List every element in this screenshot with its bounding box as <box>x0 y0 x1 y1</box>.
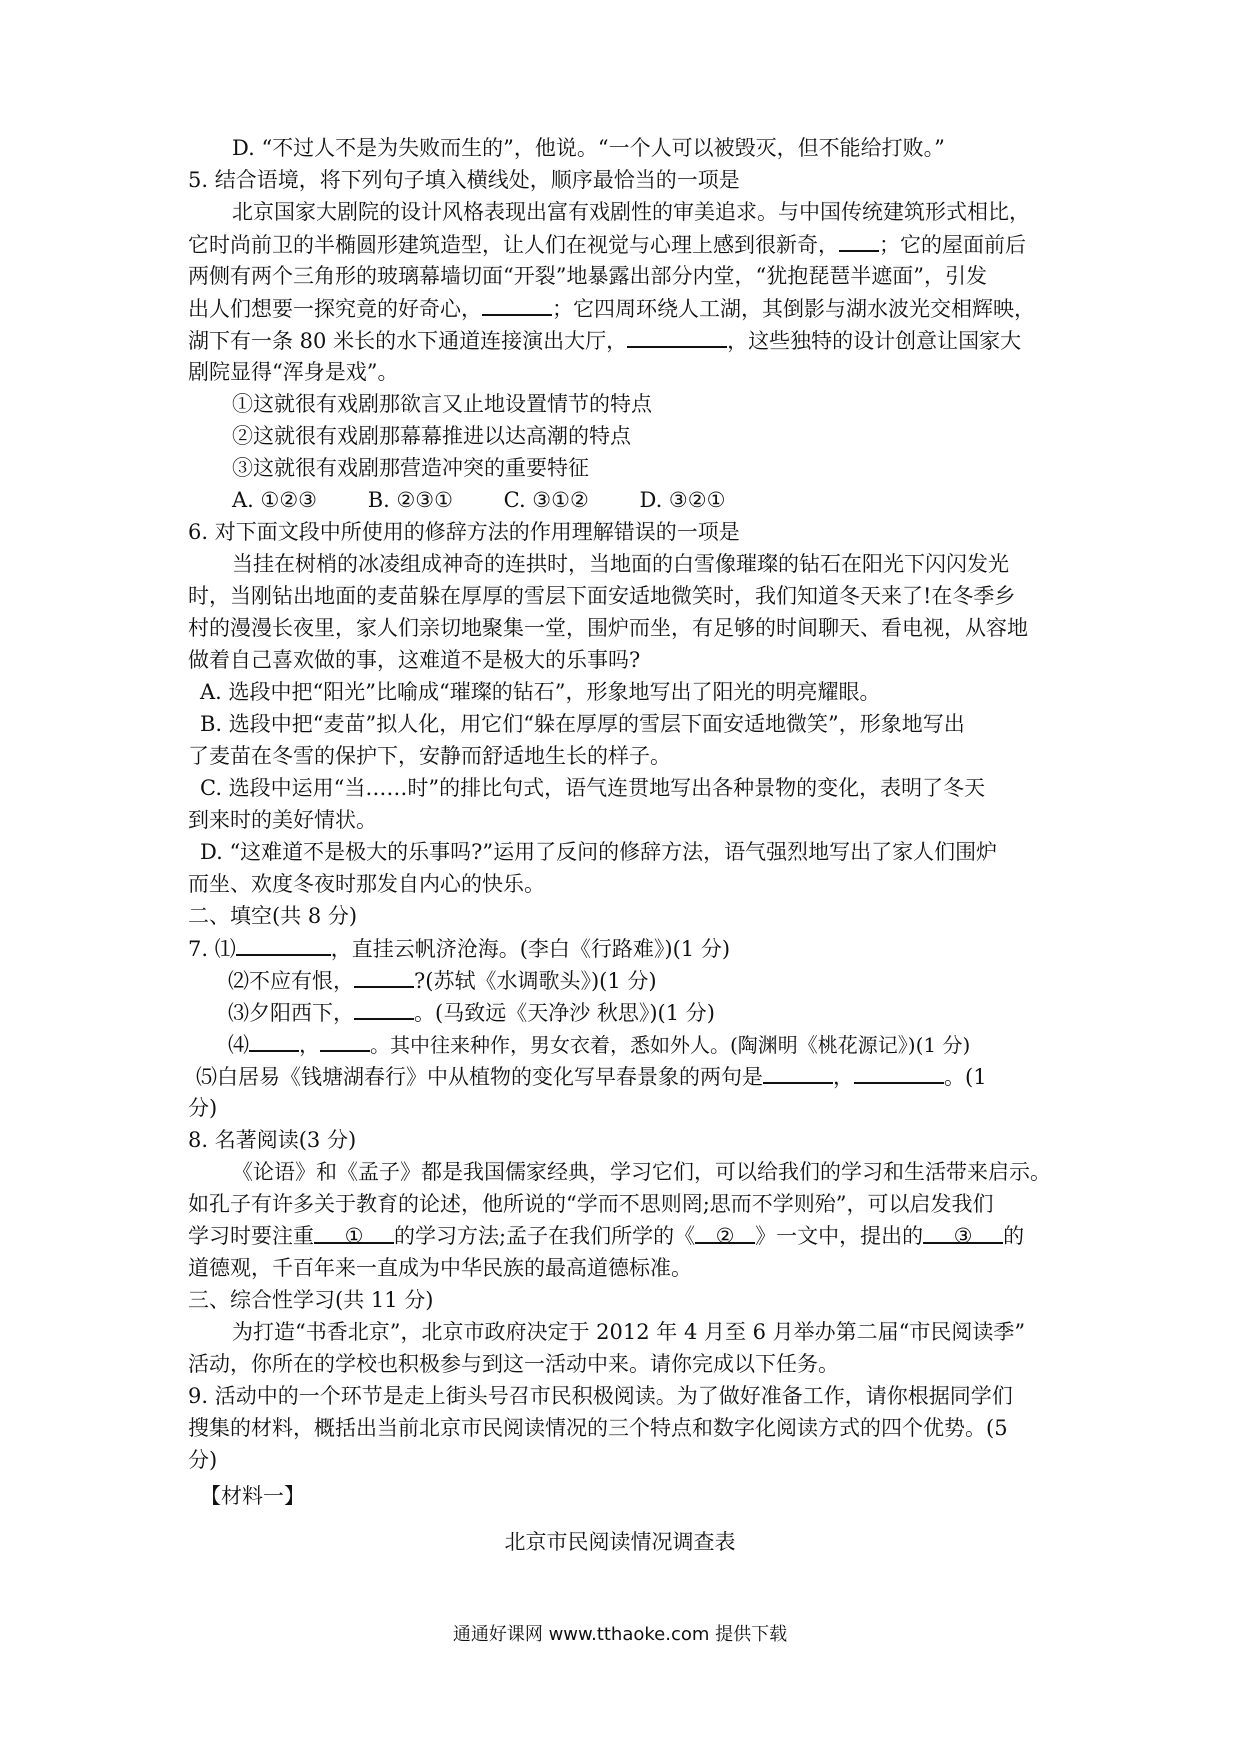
q7-text: ， <box>833 1065 854 1089</box>
q7-text: ⑶夕阳西下， <box>228 1001 354 1025</box>
q8-passage-line-1: 《论语》和《孟子》都是我国儒家经典，学习它们，可以给我们的学习和生活带来启示。 <box>232 1160 1051 1184</box>
q8-passage-line-3 <box>188 1220 1068 1252</box>
q8-text: 的 <box>1003 1224 1025 1248</box>
q5-option-d[interactable]: D. ③②① <box>639 488 726 512</box>
fill-blank[interactable] <box>627 324 727 348</box>
fill-blank-2[interactable]: ② <box>695 1220 755 1244</box>
q4-option-d: D. “不过人不是为失败而生的”，他说。“一个人可以被毁灭，但不能给打败。” <box>232 136 945 160</box>
q6-option-c-line-2: 到来时的美好情状。 <box>188 808 377 832</box>
table-title: 北京市民阅读情况调查表 <box>504 1530 736 1554</box>
q7-text: ?(苏轼《水调歌头》)(1 分) <box>414 969 657 993</box>
q5-text: 湖下有一条 80 米长的水下通道连接演出大厅， <box>188 329 628 353</box>
q6-passage-line-4: 做着自己喜欢做的事，这难道不是极大的乐事吗? <box>188 648 641 672</box>
q8-stem: 8. 名著阅读(3 分) <box>188 1128 357 1152</box>
fill-blank-1[interactable]: ① <box>314 1220 394 1244</box>
fill-blank[interactable] <box>854 1060 944 1084</box>
q7-text: 。(马致远《天净沙 秋思》)(1 分) <box>414 1001 715 1025</box>
fill-blank[interactable] <box>320 1028 370 1052</box>
q5-text: ；它四周环绕人工湖，其倒影与湖水波光交相辉映， <box>552 297 1035 321</box>
q5-option-c[interactable]: C. ③①② <box>503 488 589 512</box>
q7-line-1 <box>188 932 1068 965</box>
q8-text: 学习时要注重 <box>188 1224 314 1248</box>
q5-options <box>232 484 1112 516</box>
q8-passage-line-2: 如孔子有许多关于教育的论述，他所说的“学而不思则罔;思而不学则殆”，可以启发我们 <box>188 1192 994 1216</box>
q5-sentence-1: ①这就很有戏剧那欲言又止地设置情节的特点 <box>232 392 652 416</box>
fill-blank[interactable] <box>249 1028 299 1052</box>
q6-option-d-line-1[interactable]: D. “这难道不是极大的乐事吗?”运用了反问的修辞方法，语气强烈地写出了家人们围炉 <box>200 840 998 864</box>
q7-line-2 <box>228 964 1108 997</box>
q6-passage-line-1: 当挂在树梢的冰凌组成神奇的连拱时，当地面的白雪像璀璨的钻石在阳光下闪闪发光 <box>232 552 1009 576</box>
fill-blank[interactable] <box>354 964 414 988</box>
q7-line-3 <box>228 996 1108 1029</box>
q9-line-2: 搜集的材料，概括出当前北京市民阅读情况的三个特点和数字化阅读方式的四个优势。(5 <box>188 1416 1008 1440</box>
q5-sentence-2: ②这就很有戏剧那幕幕推进以达高潮的特点 <box>232 424 631 448</box>
fill-blank[interactable] <box>482 292 552 316</box>
section-2-heading: 二、填空(共 8 分) <box>188 904 358 928</box>
fill-blank[interactable] <box>839 228 879 252</box>
q5-text: ；它的屋面前后 <box>879 233 1026 257</box>
q5-text: 它时尚前卫的半椭圆形建筑造型，让人们在视觉与心理上感到很新奇， <box>188 233 839 257</box>
q5-passage-line-6: 剧院显得“浑身是戏”。 <box>188 360 399 384</box>
q6-stem: 6. 对下面文段中所使用的修辞方法的作用理解错误的一项是 <box>188 520 740 544</box>
q7-line-5 <box>196 1060 1076 1093</box>
q9-line-3: 分) <box>188 1448 218 1472</box>
q6-passage-line-2: 时，当刚钻出地面的麦苗躲在厚厚的雪层下面安适地微笑时，我们知道冬天来了!在冬季乡 <box>188 584 1016 608</box>
q8-text: 的学习方法;孟子在我们所学的《 <box>394 1224 696 1248</box>
page-footer: 通通好课网 www.tthaoke.com 提供下载 <box>452 1624 788 1645</box>
q6-option-c-line-1[interactable]: C. 选段中运用“当……时”的排比句式，语气连贯地写出各种景物的变化，表明了冬天 <box>200 776 986 800</box>
q6-option-a[interactable]: A. 选段中把“阳光”比喻成“璀璨的钻石”，形象地写出了阳光的明亮耀眼。 <box>200 680 881 704</box>
q6-passage-line-3: 村的漫漫长夜里，家人们亲切地聚集一堂，围炉而坐，有足够的时间聊天、看电视，从容地 <box>188 616 1028 640</box>
fill-blank[interactable] <box>354 996 414 1020</box>
q7-text: 。其中往来种作，男女衣着，悉如外人。(陶渊明《桃花源记》)(1 分) <box>370 1033 971 1057</box>
intro-line-2: 活动，你所在的学校也积极参与到这一活动中来。请你完成以下任务。 <box>188 1352 839 1376</box>
q5-text: 出人们想要一探究竟的好奇心， <box>188 297 482 321</box>
intro-line-1: 为打造“书香北京”，北京市政府决定于 2012 年 4 月至 6 月举办第二届“市民阅读季” <box>232 1320 1026 1344</box>
q7-text: ，直挂云帆济沧海。(李白《行路难》)(1 分) <box>330 937 731 961</box>
fill-blank[interactable] <box>763 1060 833 1084</box>
fill-blank-3[interactable]: ③ <box>923 1220 1003 1244</box>
q7-text: 。(1 <box>944 1065 987 1089</box>
q7-line-6: 分) <box>188 1096 218 1120</box>
q7-text: ⑸白居易《钱塘湖春行》中从植物的变化写早春景象的两句是 <box>196 1065 763 1089</box>
q5-sentence-3: ③这就很有戏剧那营造冲突的重要特征 <box>232 456 589 480</box>
q7-text: ⑷ <box>228 1033 249 1057</box>
q7-line-4 <box>228 1028 1088 1061</box>
q7-text: ， <box>299 1033 320 1057</box>
q5-passage-line-3: 两侧有两个三角形的玻璃幕墙切面“开裂”地暴露出部分内堂，“犹抱琵琶半遮面”，引发 <box>188 264 987 288</box>
q6-option-b-line-2: 了麦苗在冬雪的保护下，安静而舒适地生长的样子。 <box>188 744 671 768</box>
q8-passage-line-4: 道德观，千百年来一直成为中华民族的最高道德标准。 <box>188 1256 692 1280</box>
q7-text: 7. ⑴ <box>188 937 236 961</box>
q5-stem: 5. 结合语境，将下列句子填入横线处，顺序最恰当的一项是 <box>188 168 740 192</box>
q5-passage-line-2 <box>188 228 1068 261</box>
q5-option-a[interactable]: A. ①②③ <box>232 488 317 512</box>
q6-option-b-line-1[interactable]: B. 选段中把“麦苗”拟人化，用它们“躲在厚厚的雪层下面安适地微笑”，形象地写出 <box>200 712 965 736</box>
q5-option-b[interactable]: B. ②③① <box>367 488 453 512</box>
q5-text: ，这些独特的设计创意让国家大 <box>727 329 1022 353</box>
q7-text: ⑵不应有恨， <box>228 969 354 993</box>
fill-blank[interactable] <box>236 932 331 956</box>
q5-passage-line-1: 北京国家大剧院的设计风格表现出富有戏剧性的审美追求。与中国传统建筑形式相比， <box>232 200 1030 224</box>
q5-passage-line-5 <box>188 324 1068 357</box>
q6-option-d-line-2: 而坐、欢度冬夜时那发自内心的快乐。 <box>188 872 545 896</box>
q9-line-1: 9. 活动中的一个环节是走上街头号召市民积极阅读。为了做好准备工作，请你根据同学们 <box>188 1384 1013 1408</box>
section-3-heading: 三、综合性学习(共 11 分) <box>188 1288 434 1312</box>
material-label: 【材料一】 <box>200 1484 305 1508</box>
q5-passage-line-4 <box>188 292 1068 325</box>
q8-text: 》一文中，提出的 <box>755 1224 924 1248</box>
